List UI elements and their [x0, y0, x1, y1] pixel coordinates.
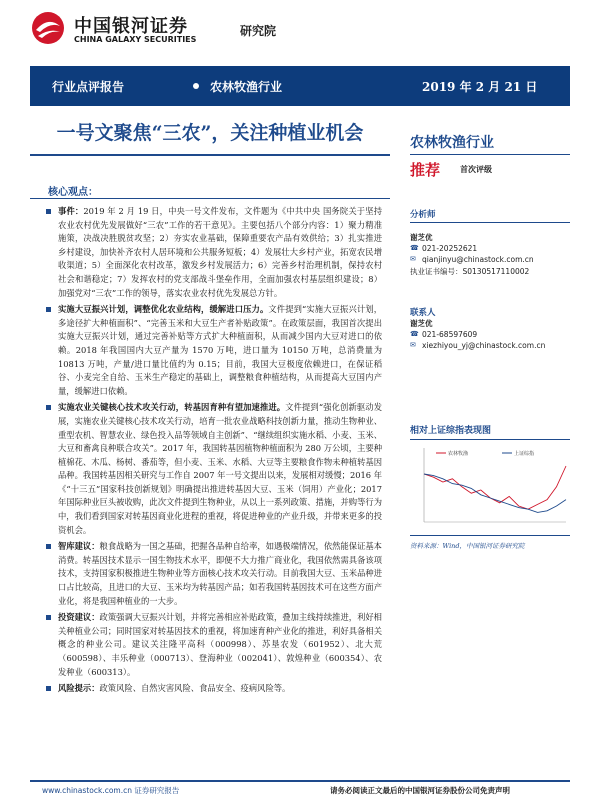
bullet-text: 粮食战略为一国之基础，把握各品种自给率，如遇极端情况，依然能保证基本消费。转基因技术显示一国生物技术水平，即便不大力推广商业化，我国依然需具备该项技术，支持国家积极推进生物种业等方面核心技术攻关行动。目前我国大豆、玉米品种进口占比较高，且进口的大豆、玉米均为转基因产品；如若我国转基因技术可在这些方面产业化，将是我国种植业的一大步。	[58, 541, 382, 606]
bullet-lead: 投资建议：	[58, 612, 100, 623]
brand-name-en: CHINA GALAXY SECURITIES	[74, 35, 197, 44]
contact-email[interactable]: xiezhiyou_yj@chinastock.com.cn	[422, 341, 546, 350]
bullet-lead: 实施农业关键核心技术攻关行动，转基因育种有望加速推进。	[58, 402, 286, 413]
square-bullet-icon	[46, 209, 51, 214]
bullet-text: 2019 年 2 月 19 日，中央一号文件发布，文件题为《中共中央 国务院关于坚持农业农村优先发展做好“三农”工作的若干意见》。主要包括八个部分内容：1）聚力精准施策，决战决胜脱贫攻坚；2）夯实农业基础，保障重要农产品有效供给；3）扎实推进乡村建设，加快补齐农村人居环境和公共服务短板；4）发展壮大乡村产业，拓宽农民增收渠道；5）全面深化农村改革，激发乡村发展活力；6）完善乡村治理机制，保持农村社会和谐稳定；7）发挥农村的党支部战斗堡垒作用，全面加强农村基层组织建设；8）加强党对“三农”工作的领导，落实农业农村优先发展总方针。	[58, 206, 382, 298]
performance-chart	[410, 444, 570, 530]
chart-source: 资料来源：Wind，中国银河证券研究院	[410, 542, 525, 550]
bullet-dot-icon	[193, 83, 199, 89]
report-type: 行业点评报告	[52, 80, 125, 94]
analyst-heading: 分析师	[410, 210, 436, 220]
header-industry: 农林牧渔行业	[210, 80, 283, 94]
side-divider	[410, 154, 570, 155]
bullet-item	[46, 682, 382, 696]
bullet-text: 文件提到“实施大豆振兴计划，多途径扩大种植面积”、“完善玉米和大豆生产者补贴政策”。在政策层面，我国首次提出实施大豆振兴计划，通过完善补贴等方式扩大种植面积，从而减少国内大豆对进口的依赖。2018 年我国国内大豆产量为 1570 万吨，进口量为 10150 万吨，总消费量为 10813 万吨，产量/进口量比值约为 0.15；目前，我国大豆极度依赖进口，在保证稻谷、小麦完全自给、玉米生产稳定的基础上，调整粮食种植结构，从而提高大豆国内产量，缓解进口依赖。	[58, 304, 382, 396]
rating-note: 首次评级	[460, 164, 492, 174]
chart-title: 相对上证综指表现图	[410, 426, 492, 436]
analyst-divider	[410, 222, 570, 223]
bullet-lead: 实施大豆振兴计划，调整优化农业结构，缓解进口压力。	[58, 304, 269, 315]
rating-label: 推荐	[410, 161, 441, 179]
bullet-text: 政策风险、自然灾害风险、食品安全、疫病风险等。	[99, 683, 291, 694]
chart-background	[410, 444, 570, 530]
contact-name: 谢芝优	[410, 319, 433, 328]
bullet-lead: 事件：	[58, 206, 84, 216]
square-bullet-icon	[46, 544, 51, 549]
phone-icon: ☎	[410, 244, 419, 252]
footer-website[interactable]: www.chinastock.com.cn 证券研究报告	[42, 786, 180, 795]
report-date: 2019 年 2 月 21 日	[422, 80, 538, 94]
legend-label-a: 农林牧渔	[448, 451, 469, 457]
bullet-item	[46, 611, 382, 679]
square-bullet-icon	[46, 307, 51, 312]
analyst-license: 执业证书编号：S0130517110002	[410, 267, 530, 276]
email-icon: ✉	[410, 341, 416, 349]
bullet-item	[46, 401, 382, 537]
report-title: 一号文聚焦“三农”，关注种植业机会	[56, 122, 364, 144]
square-bullet-icon	[46, 686, 51, 691]
side-industry: 农林牧渔行业	[410, 135, 494, 151]
footer-divider	[30, 780, 570, 782]
square-bullet-icon	[46, 615, 51, 620]
bullet-item	[46, 303, 382, 398]
institute-label: 研究院	[240, 24, 277, 38]
bullet-item	[46, 205, 382, 300]
analyst-phone: 021-20252621	[422, 244, 478, 253]
chart-source-divider	[410, 535, 570, 536]
bullet-lead: 智库建议：	[58, 541, 100, 552]
analyst-email[interactable]: qianjinyu@chinastock.com.cn	[422, 255, 534, 264]
core-heading: 核心观点：	[48, 187, 98, 198]
email-icon: ✉	[410, 255, 416, 263]
brand-name-cn: 中国银河证券	[74, 16, 188, 37]
title-divider	[30, 154, 390, 156]
galaxy-logo-icon	[30, 10, 66, 46]
contact-heading: 联系人	[410, 308, 436, 318]
footer-disclaimer: 请务必阅读正文最后的中国银河证券股份公司免责声明	[330, 786, 510, 795]
core-divider	[30, 198, 390, 199]
contact-phone: 021-68597609	[422, 330, 478, 339]
bullet-text: 文件提到“强化创新驱动发展，实施农业关键核心技术攻关行动，培育一批农业战略科技创新力量，推动生物种业、重型农机、智慧农业、绿色投入品等领域自主创新”、“继续组织实施水稻、小麦、玉米、大豆和畜禽良种联合攻关”。2017 年，我国转基因植物种植面积为 280 万公顷，主要种植棉花、木瓜、杨树、番茄等，但小麦、玉米、水稻、大豆等主要粮食作物未种植转基因品种。我国转基因相关研究与工作自 2007 年一号文提出以来，发展相对缓慢；2016 年《“十三五”国家科技创新规划》明确提出推进转基因大豆、玉米（饲用）产业化；2017 年国际种业巨头被收购，此次文件提到生物种业，从以上一系列政策、措施，并购等行为中，我们看到国家对转基因商业化进程的重视，将促进种业的产业升级，并带来更多的投资机会。	[58, 402, 382, 535]
square-bullet-icon	[46, 405, 51, 410]
report-header-bar	[30, 66, 570, 106]
phone-icon: ☎	[410, 330, 419, 338]
bullet-item	[46, 540, 382, 608]
bullet-lead: 风险提示：	[58, 683, 100, 694]
analyst-name: 谢芝优	[410, 233, 433, 242]
core-bullets	[46, 205, 382, 699]
chart-divider	[410, 439, 570, 440]
legend-label-b: 上证综指	[514, 451, 535, 457]
bullet-text: 政策强调大豆振兴计划，并将完善相应补贴政策，叠加主线持续推进，利好相关种植业公司；同时国家对转基因技术的重视，将加速育种产业化的推进，利好具备相关概念的种业公司。建议关注隆平高科（000998）、苏垦农发（601952）、北大荒（600598）、丰乐种业（000713）、登海种业（002041）、敦煌种业（600354）、农发种业（600313）。	[58, 612, 382, 677]
brand-logo	[30, 10, 290, 50]
